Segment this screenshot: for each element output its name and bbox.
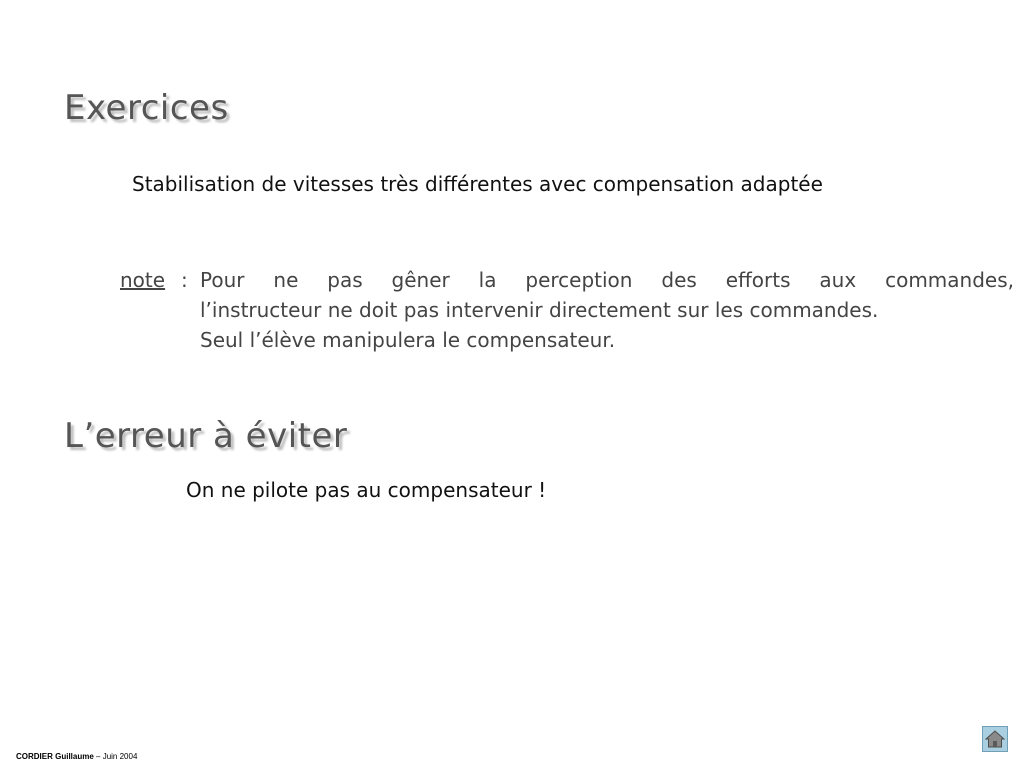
error-tip: On ne pilote pas au compensateur !: [186, 478, 547, 502]
footer-separator: –: [93, 752, 103, 761]
heading-error: L’erreur à éviter: [64, 416, 348, 456]
note-label: note: [120, 268, 166, 292]
footer: [16, 752, 137, 761]
footer-author: CORDIER Guillaume: [16, 752, 94, 761]
note-line-2: l’instructeur ne doit pas intervenir directement sur les commandes.: [200, 298, 879, 322]
exercise-subtitle: Stabilisation de vitesses très différentes avec compensation adaptée: [132, 172, 823, 196]
home-button[interactable]: [982, 726, 1008, 752]
note-line-3: Seul l’élève manipulera le compensateur.: [200, 328, 616, 352]
home-icon: [985, 730, 1005, 748]
note-colon: :: [181, 268, 188, 292]
footer-date: Juin 2004: [102, 752, 138, 761]
heading-exercices: Exercices: [64, 88, 229, 128]
note-line-1: Pour ne pas gêner la perception des efforts aux commandes,: [200, 268, 1014, 292]
